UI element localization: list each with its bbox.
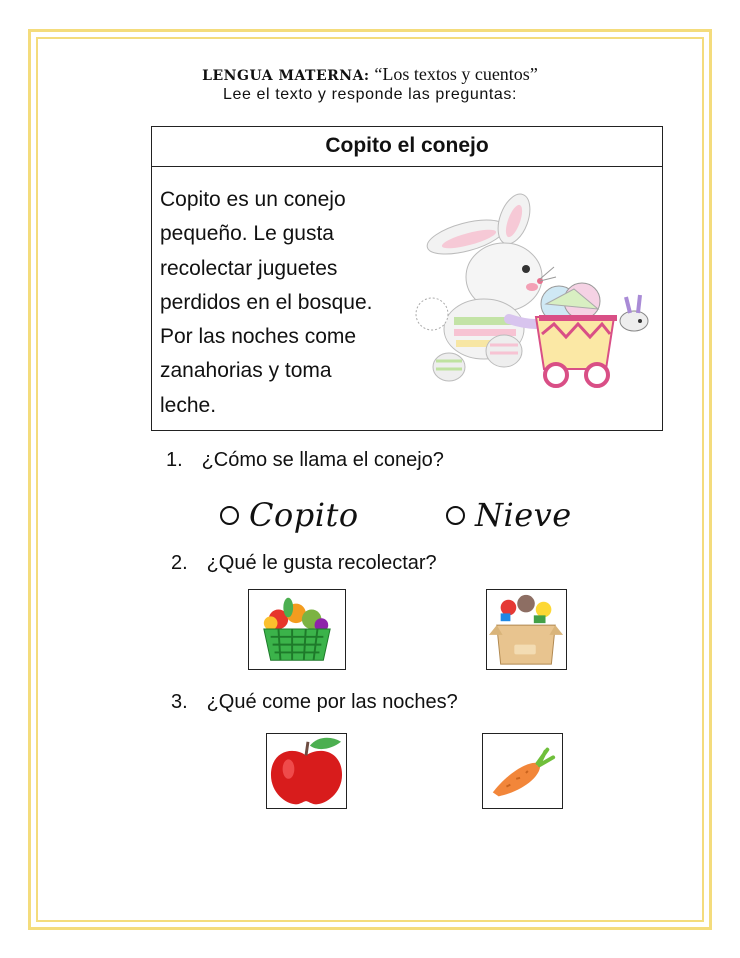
story-line: pequeño. Le gusta bbox=[160, 222, 334, 246]
bunny-with-toy-cart-illustration bbox=[414, 189, 654, 401]
story-box bbox=[151, 126, 663, 431]
toy-box-image[interactable] bbox=[486, 589, 567, 670]
story-title: Copito el conejo bbox=[152, 127, 662, 167]
title-topic: “Los textos y cuentos” bbox=[374, 64, 538, 84]
question-text: ¿Qué le gusta recolectar? bbox=[206, 552, 437, 574]
story-line: recolectar juguetes bbox=[160, 256, 338, 280]
option-label: Copito bbox=[249, 496, 359, 534]
question-number: 2. bbox=[171, 552, 188, 574]
question-1 bbox=[166, 449, 444, 472]
story-line: Por las noches come bbox=[160, 325, 357, 349]
apple-icon bbox=[267, 734, 346, 808]
toy-box-icon bbox=[487, 590, 566, 669]
page-title bbox=[0, 64, 740, 85]
title-subject: LENGUA MATERNA: bbox=[202, 68, 370, 84]
story-line: Copito es un conejo bbox=[160, 188, 346, 211]
question-text: ¿Qué come por las noches? bbox=[206, 691, 458, 713]
option-circle[interactable] bbox=[446, 506, 465, 525]
question-2 bbox=[171, 552, 437, 575]
fruit-basket-image[interactable] bbox=[248, 589, 346, 670]
question-number: 1. bbox=[166, 449, 183, 471]
option-circle[interactable] bbox=[220, 506, 239, 525]
question-number: 3. bbox=[171, 691, 188, 713]
option-copito[interactable] bbox=[220, 492, 359, 538]
story-line: perdidos en el bosque. bbox=[160, 290, 373, 314]
fruit-basket-icon bbox=[249, 590, 345, 669]
story-text bbox=[160, 183, 420, 423]
carrot-image[interactable] bbox=[482, 733, 563, 809]
question-text: ¿Cómo se llama el conejo? bbox=[201, 449, 444, 471]
carrot-icon bbox=[483, 734, 562, 808]
story-line: leche. bbox=[160, 393, 217, 417]
option-label: Nieve bbox=[475, 496, 572, 534]
option-nieve[interactable] bbox=[446, 492, 572, 538]
instruction-text: Lee el texto y responde las preguntas: bbox=[222, 86, 518, 103]
story-line: zanahorias y toma bbox=[160, 359, 332, 383]
apple-image[interactable] bbox=[266, 733, 347, 809]
question-3 bbox=[171, 691, 458, 714]
